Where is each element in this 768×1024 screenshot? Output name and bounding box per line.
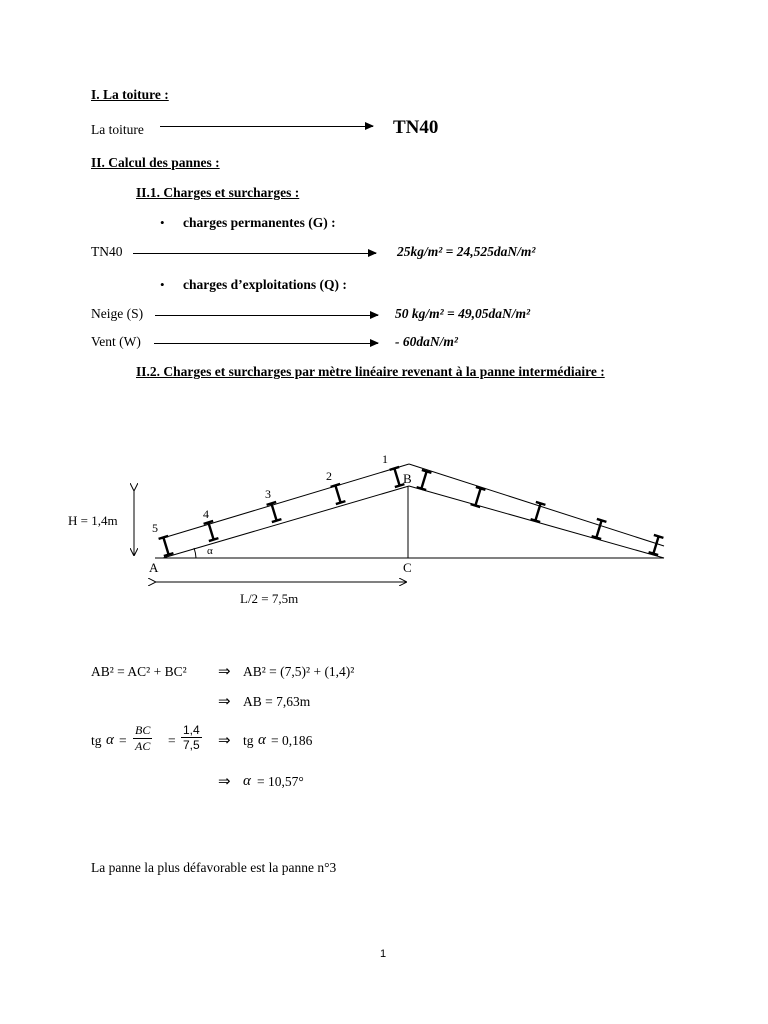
implies-1: ⇒: [218, 664, 231, 680]
tg-label: tg: [91, 733, 102, 748]
point-c-label: C: [403, 560, 412, 575]
purlin-label-1: 1: [382, 452, 388, 466]
permanent-loads-heading: charges permanentes (G) :: [183, 215, 336, 230]
span-label: L/2 = 7,5m: [240, 591, 299, 606]
purlin-right-1: [417, 470, 432, 490]
bullet-g: •: [160, 215, 165, 230]
angle-arc: [194, 548, 196, 558]
point-a-label: A: [149, 560, 159, 575]
implies-3: ⇒: [218, 733, 231, 749]
g-value: 25kg/m² = 24,525daN/m²: [397, 244, 536, 259]
angle-label: α: [207, 545, 213, 557]
purlin-label-4: 4: [203, 507, 209, 521]
fraction-1-4: 1,4: [183, 723, 200, 737]
tg-label-2: tg: [243, 733, 254, 748]
section-2-2-heading: II.2. Charges et surcharges par mètre linéaire revenant à la panne intermédiaire :: [136, 364, 605, 379]
tg-result: = 0,186: [271, 733, 313, 748]
wind-arrow: [154, 343, 378, 344]
snow-value: 50 kg/m² = 49,05daN/m²: [395, 306, 531, 321]
snow-arrow: [155, 315, 378, 316]
bullet-q: •: [160, 277, 165, 292]
height-label: H = 1,4m: [68, 513, 118, 528]
fraction-bc-ac: [133, 723, 152, 754]
g-arrow: [133, 253, 376, 254]
purlin-left-5: [159, 536, 174, 556]
snow-label: Neige (S): [91, 306, 144, 321]
alpha-symbol-1: α: [106, 732, 114, 748]
eq2: AB = 7,63m: [243, 694, 311, 709]
roof-label: La toiture: [91, 122, 144, 137]
fraction-bc: BC: [135, 723, 151, 737]
alpha-symbol-3: α: [243, 773, 251, 789]
purlin-label-5: 5: [152, 521, 158, 535]
roof-arrow: [160, 126, 373, 127]
section-1-heading: I. La toiture :: [91, 87, 169, 102]
fraction-values: [181, 723, 202, 752]
purlin-right-3: [531, 502, 546, 522]
truss-diagram: [0, 440, 768, 620]
implies-4: ⇒: [218, 774, 231, 790]
equals-2: =: [168, 733, 176, 748]
purlin-label-2: 2: [326, 469, 332, 483]
section-2-1-heading: II.1. Charges et surcharges :: [136, 185, 300, 200]
left-bottom-chord: [163, 486, 409, 558]
live-loads-heading: charges d’exploitations (Q) :: [183, 277, 347, 292]
alpha-symbol-2: α: [258, 732, 266, 748]
equals-1: =: [119, 733, 127, 748]
purlin-left-2: [331, 484, 346, 504]
implies-2: ⇒: [218, 694, 231, 710]
purlin-label-3: 3: [265, 487, 271, 501]
eq1-right: AB² = (7,5)² + (1,4)²: [243, 664, 355, 679]
g-label: TN40: [91, 244, 123, 259]
fraction-7-5: 7,5: [183, 738, 200, 752]
page-number: 1: [380, 948, 387, 960]
left-top-chord: [163, 464, 409, 538]
alpha-result: = 10,57°: [257, 774, 304, 789]
roof-value: TN40: [393, 117, 439, 138]
purlin-right-4: [592, 519, 607, 539]
eq1-left: AB² = AC² + BC²: [91, 664, 187, 679]
purlin-right-2: [471, 487, 486, 507]
section-2-heading: II. Calcul des pannes :: [91, 155, 220, 170]
conclusion-text: La panne la plus défavorable est la panne n°3: [91, 860, 337, 875]
fraction-ac: AC: [135, 739, 151, 753]
point-b-label: B: [403, 471, 412, 486]
right-top-chord: [409, 464, 664, 546]
wind-label: Vent (W): [91, 334, 141, 349]
wind-value: - 60daN/m²: [395, 334, 458, 349]
